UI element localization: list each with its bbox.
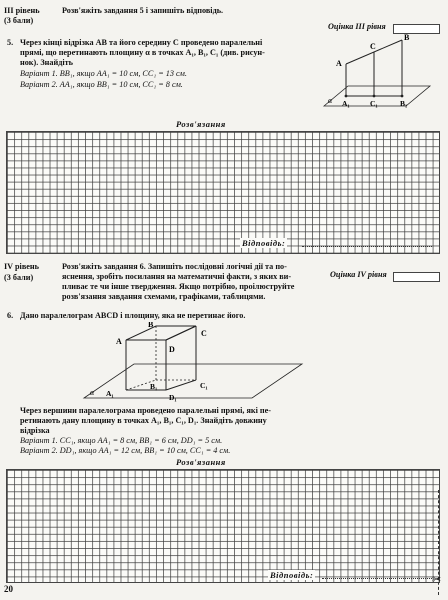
task6-line-2: ретинають дану площину в точках A₁, B₁, C₁, D₁. Знайдіть довжину: [20, 416, 267, 425]
label-alpha-6: α: [90, 388, 95, 397]
label-alpha: α: [328, 96, 333, 105]
task6-variant-1: Варіант 1. CC₁, якщо AA₁ = 8 см, BB₁ = 6 см, DD₁ = 5 см.: [20, 436, 223, 445]
level4-instruction-2: яснення, зробіть посилання на математичні факти, з яких ви-: [62, 272, 292, 281]
label-a: A: [336, 59, 342, 68]
task6-intro: Дано паралелограм ABCD і площину, яка не перетинає його.: [20, 311, 246, 320]
label-a1: A₁: [342, 99, 350, 108]
label-d1-6: D₁: [169, 393, 177, 402]
task6-line-1: Через вершини паралелограма проведено паралельні прямі, які пе-: [20, 406, 272, 415]
task6-number: 6.: [7, 311, 14, 320]
solution-caption-1: Розв'язання: [176, 119, 226, 129]
task5-number: 5.: [7, 38, 14, 47]
label-c-6: C: [201, 329, 207, 338]
level3-grade-label: Оцінка III рівня: [328, 22, 386, 31]
task6-line-3: відрізка: [20, 426, 50, 435]
label-a1-6: A₁: [106, 389, 114, 398]
level3-points: (3 бали): [4, 16, 34, 25]
level4-points: (3 бали): [4, 273, 34, 282]
level3-instruction: Розв'яжіть завдання 5 і запишіть відповідь.: [62, 6, 224, 15]
level4-grade-label: Оцінка IV рівня: [330, 270, 387, 279]
level4-grade-field[interactable]: [393, 272, 440, 282]
label-b-6: B: [148, 322, 154, 329]
parallelogram-abcd: [126, 326, 196, 340]
label-d-6: D: [169, 345, 175, 354]
task5-variant-2: Варіант 2. AA₁, якщо BB₁ = 10 см, CC₁ = 8 см.: [20, 80, 183, 89]
label-b1: B₁: [400, 99, 408, 108]
solution-grid-2[interactable]: [6, 469, 440, 583]
label-c1: C₁: [370, 99, 378, 108]
task5-figure: [318, 30, 446, 114]
task5-line-1: Через кінці відрізка AB та його середину C проведено паралельні: [20, 38, 263, 47]
solution-grid-1[interactable]: [6, 131, 440, 254]
task5-variant-1: Варіант 1. BB₁, якщо AA₁ = 10 см, CC₁ = 13 см.: [20, 69, 187, 78]
answer-label-1: Відповідь:: [242, 238, 286, 248]
solution-caption-2: Розв'язання: [176, 457, 226, 467]
label-c: C: [370, 42, 376, 51]
answer-field-1[interactable]: [302, 245, 432, 247]
label-c1-6: C₁: [200, 381, 208, 390]
level4-instruction-3: пливає те чи інше твердження. Якщо потрібно, проілюструйте: [62, 282, 295, 291]
label-b1-6: B₁: [150, 382, 158, 391]
level3-label: III рівень: [4, 6, 40, 15]
page-number: 20: [4, 584, 13, 594]
answer-label-2: Відповідь:: [270, 570, 314, 580]
level4-instruction-1: Розв'яжіть завдання 6. Запишіть послідовні логічні дії та по-: [62, 262, 287, 271]
level4-instruction-4: розв'язання завдання схемами, графіками, таблицями.: [62, 292, 266, 301]
task6-variant-2: Варіант 2. DD₁, якщо AA₁ = 12 см, BB₁ = 10 см, CC₁ = 4 см.: [20, 446, 231, 455]
label-a-6: A: [116, 337, 122, 346]
task5-line-2: прямі, що перетинають площину α в точках A₁, B₁, C₁ (див. рисун-: [20, 48, 265, 57]
level4-label: IV рівень: [4, 262, 39, 271]
task5-line-3: нок). Знайдіть: [20, 58, 73, 67]
scissors-icon: ✂: [432, 574, 442, 586]
task6-figure: [80, 322, 305, 402]
label-b: B: [404, 33, 410, 42]
answer-field-2[interactable]: [322, 577, 432, 579]
